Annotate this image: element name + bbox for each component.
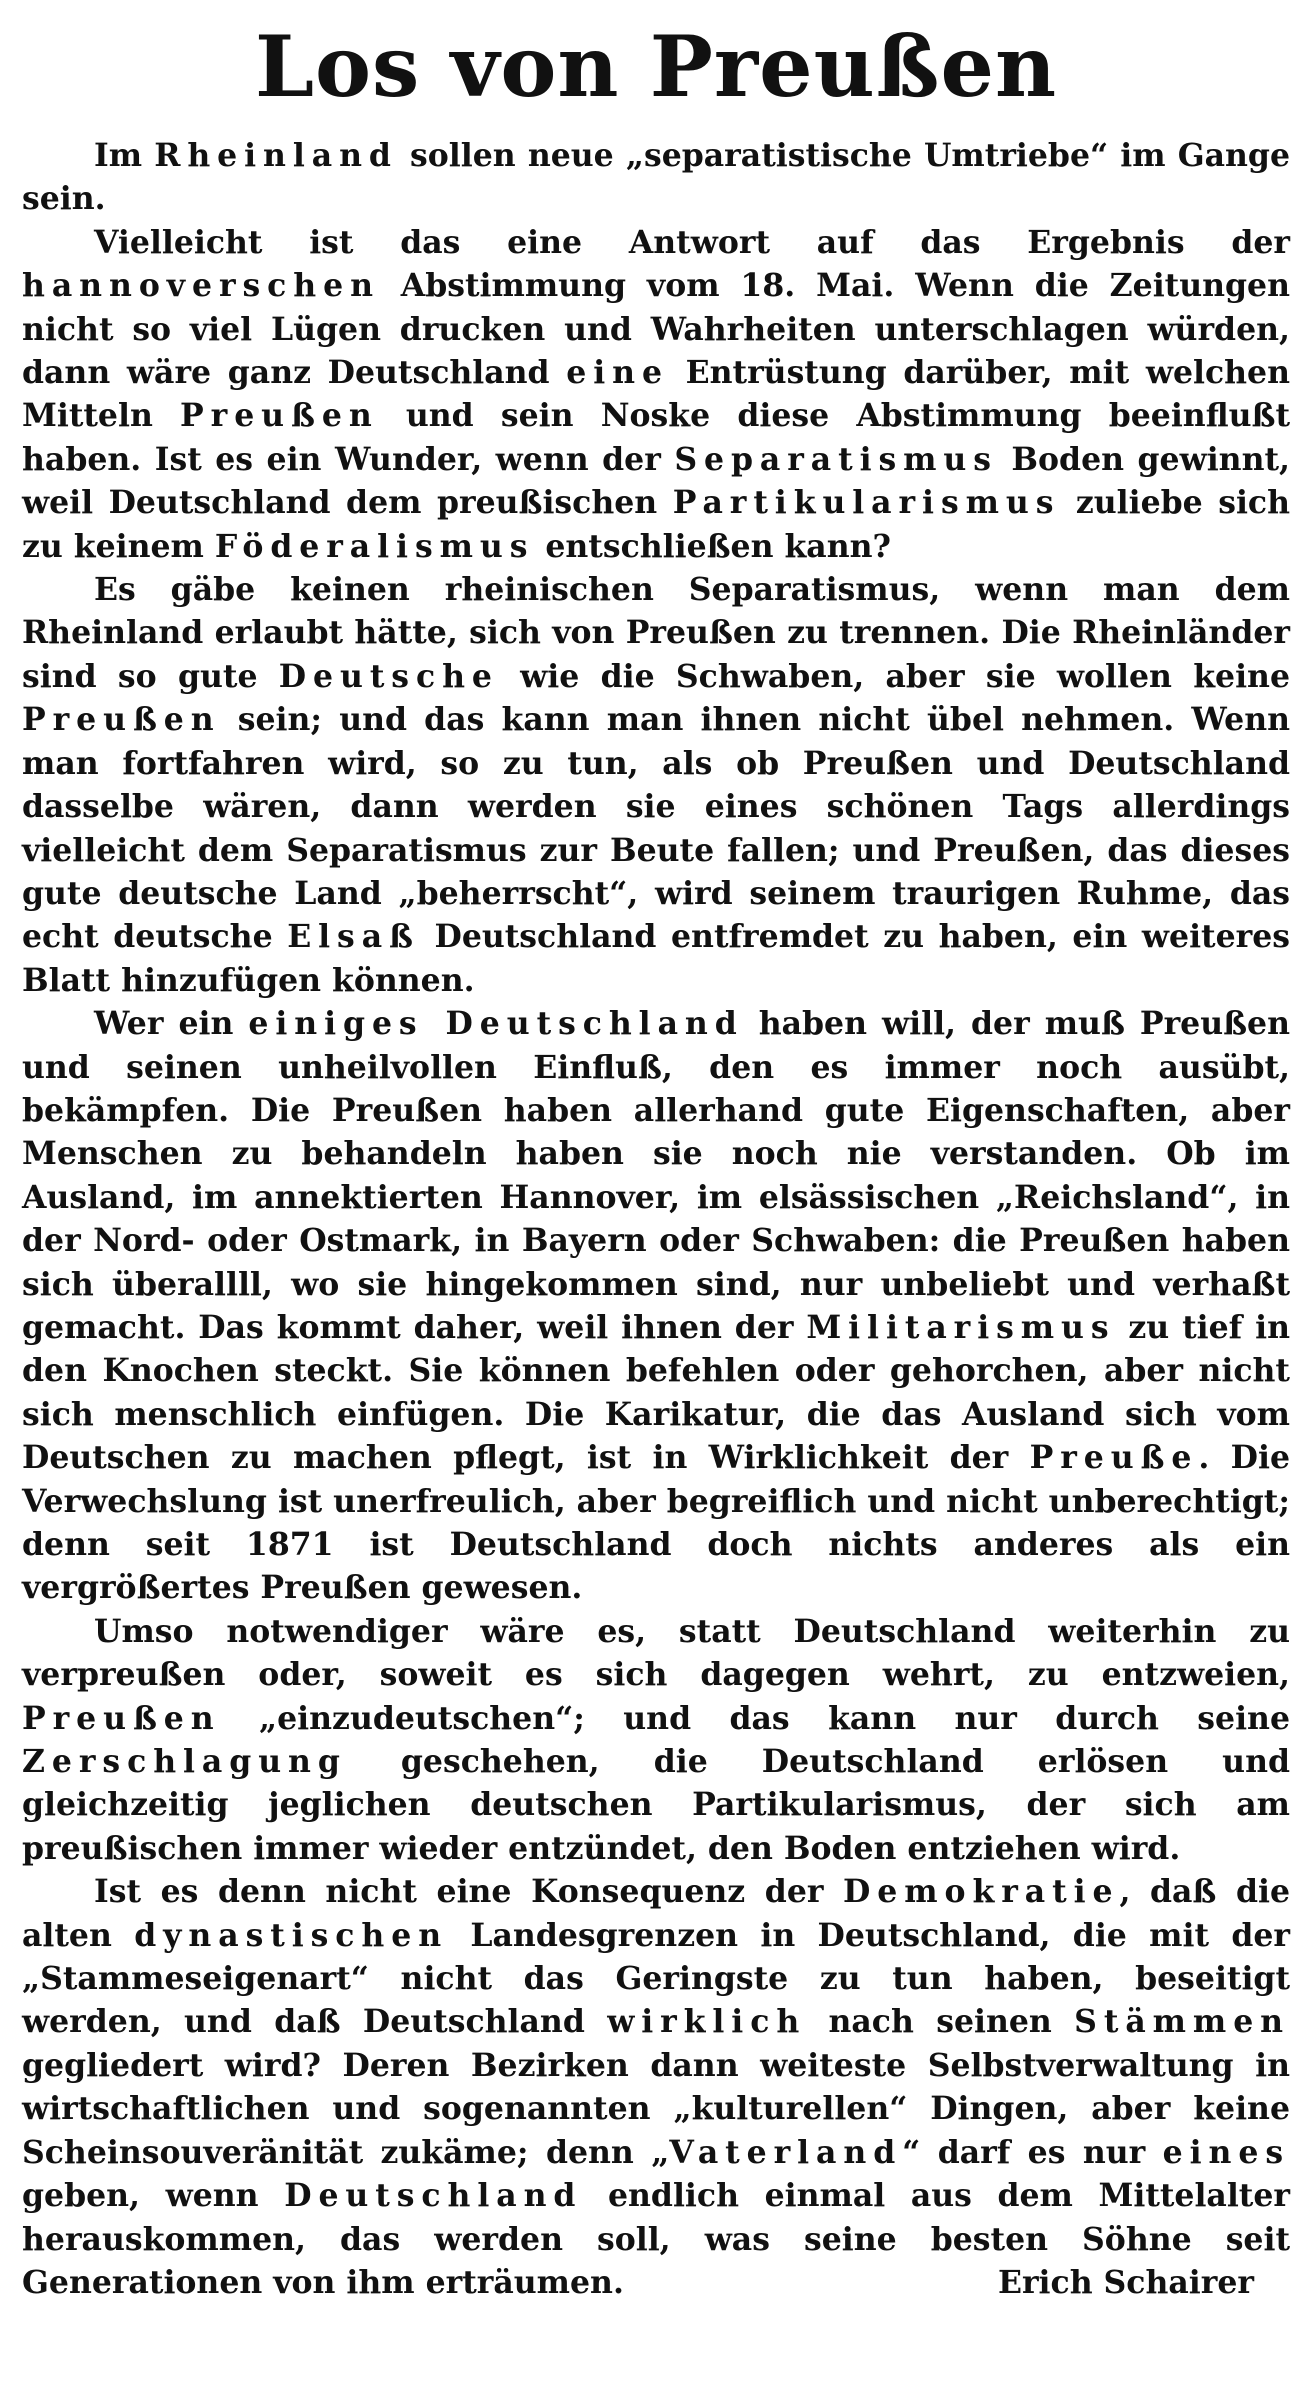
text-segment: Wer ein — [94, 1005, 249, 1043]
text-segment: geben, wenn — [22, 2177, 285, 2215]
paragraph-2 — [22, 221, 1290, 568]
text-segment: Boden gewinnt, weil Deutschland dem preußischen — [22, 440, 1290, 522]
text-segment: „einzudeutschen“; und das kann nur durch seine — [220, 1699, 1290, 1737]
text-segment: Entrüstung darüber, mit welchen Mitteln — [22, 354, 1290, 435]
text-segment: und sein Noske diese Abstimmung beeinflußt haben. Ist es ein Wunder, wenn der — [22, 397, 1290, 478]
spaced-emphasis: eines — [1162, 2133, 1290, 2171]
spaced-emphasis: Zerschlagung — [22, 1743, 347, 1781]
spaced-emphasis: Preuße — [1029, 1439, 1199, 1477]
spaced-emphasis: wirklich — [607, 2003, 807, 2041]
spaced-emphasis: Föderalismus — [214, 527, 535, 565]
spaced-emphasis: Partikularismus — [672, 484, 1061, 522]
paragraph-1 — [22, 134, 1290, 221]
text-segment: zuliebe sich zu keinem — [22, 484, 1291, 565]
paragraph-3 — [22, 568, 1290, 1002]
text-segment: sein; und das kann man ihnen nicht übel nehmen. Wenn man fortfahren wird, so zu tun, als ob Preußen und Deutschland dasselbe wären, dann werden sie eines schönen Tags allerdings vielleicht dem Separatismus zur Beute fallen; und Preußen, das dieses gute deutsche Land „beherrscht“, wird seinem traurigen Ruhme, das echt deutsche — [22, 701, 1290, 956]
spaced-emphasis: Preußen — [180, 397, 379, 435]
spaced-emphasis: Militarismus — [806, 1308, 1116, 1346]
spaced-emphasis: Demokratie — [843, 1873, 1120, 1911]
text-segment: Umso notwendiger wäre es, statt Deutschland weiterhin zu verpreußen oder, soweit es sich dagegen wehrt, zu entzweien, — [22, 1612, 1290, 1694]
spaced-emphasis: dynastischen — [134, 1916, 449, 1954]
author-signature: Erich Schairer — [997, 2263, 1254, 2301]
paragraph-4 — [22, 1002, 1290, 1610]
text-segment: haben will, der muß Preußen und seinen unheilvollen Einfluß, den es immer noch ausübt, bekämpfen. Die Preußen haben allerhand gute Eigenschaften, aber Menschen zu behandeln haben sie noch nie verstanden. Ob im Ausland, im annektierten Hannover, im elsässischen „Reichsland“, in der Nord- oder Ostmark, in Bayern oder Schwaben: die Preußen haben sich überallll, wo sie hingekommen sind, nur unbeliebt und verhaßt gemacht. Das kommt daher, weil ihnen der — [22, 1005, 1290, 1346]
text-segment: nach seinen — [806, 2003, 1075, 2041]
spaced-emphasis: Stämmen — [1074, 2003, 1290, 2041]
text-segment: wie die Schwaben, aber sie wollen keine — [498, 657, 1290, 695]
text-segment: , daß die alten — [22, 1873, 1290, 1954]
text-segment: . Die Verwechslung ist unerfreulich, aber begreiflich und nicht unberechtigt; denn seit 1871 ist Deutschland doch nichts anderes als ein vergrößertes Preußen gewesen. — [22, 1439, 1290, 1607]
text-segment: Vielleicht ist das eine Antwort auf das Ergebnis der — [94, 223, 1290, 261]
text-segment: zu tief in den Knochen steckt. Sie können befehlen oder gehorchen, aber nicht sich menschlich einfügen. Die Karikatur, die das Ausland sich vom Deutschen zu machen pflegt, ist in Wirklichkeit der — [22, 1308, 1290, 1477]
text-segment: geschehen, die Deutschland erlösen und gleichzeitig jeglichen deutschen Partikularismus, der sich am preußischen immer wieder entzündet, den Boden entziehen wird. — [22, 1743, 1290, 1867]
text-segment: Im — [94, 137, 155, 174]
paragraph-5 — [22, 1610, 1290, 1870]
spaced-emphasis: Preußen — [22, 1699, 221, 1737]
spaced-emphasis: hannoverschen — [22, 267, 380, 305]
text-segment: sollen neue „separatistische Umtriebe“ im Gange sein. — [22, 137, 1290, 218]
spaced-emphasis: Deutschland — [284, 2177, 583, 2215]
headline: Los von Preußen — [254, 17, 1058, 116]
spaced-emphasis: eine — [566, 354, 669, 392]
text-segment: “ darf es nur — [902, 2133, 1163, 2171]
text-segment: Es gäbe keinen rheinischen Separatismus, wenn man dem Rheinland erlaubt hätte, sich von Preußen zu trennen. Die Rheinländer sind so gute — [22, 571, 1290, 695]
spaced-emphasis: Rheinland — [154, 137, 398, 174]
paragraph-6 — [22, 1870, 1290, 2304]
text-segment: Ist es denn nicht eine Konsequenz der — [94, 1873, 844, 1911]
spaced-emphasis: Elsaß — [287, 918, 420, 956]
spaced-emphasis: Separatismus — [674, 440, 998, 478]
spaced-emphasis: Preußen — [22, 701, 221, 739]
text-segment: entschließen kann? — [534, 527, 891, 565]
spaced-emphasis: Vaterland — [669, 2133, 903, 2171]
text-segment: Landesgrenzen in Deutschland, die mit der „Stammeseigenart“ nicht das Geringste zu tun haben, beseitigt werden, und daß Deutschland — [22, 1916, 1291, 2041]
text-segment: Deutschland entfremdet zu haben, ein weiteres Blatt hinzufügen können. — [22, 918, 1290, 999]
article-body — [22, 134, 1290, 2304]
spaced-emphasis: Deutsche — [278, 657, 499, 695]
text-segment: Abstimmung vom 18. Mai. Wenn die Zeitungen nicht so viel Lügen drucken und Wahrheiten unterschlagen würden, dann wäre ganz Deutschland — [22, 267, 1290, 392]
spaced-emphasis: einiges Deutschland — [248, 1005, 744, 1043]
text-segment: gegliedert wird? Deren Bezirken dann weiteste Selbstverwaltung in wirtschaftlichen und sogenannten „kulturellen“ Dingen, aber keine Scheinsouveränität zukäme; denn „ — [22, 2046, 1290, 2171]
text-segment: endlich einmal aus dem Mittelalter herauskommen, das werden soll, was seine besten Söhne seit Generationen von ihm erträumen. — [22, 2177, 1290, 2301]
